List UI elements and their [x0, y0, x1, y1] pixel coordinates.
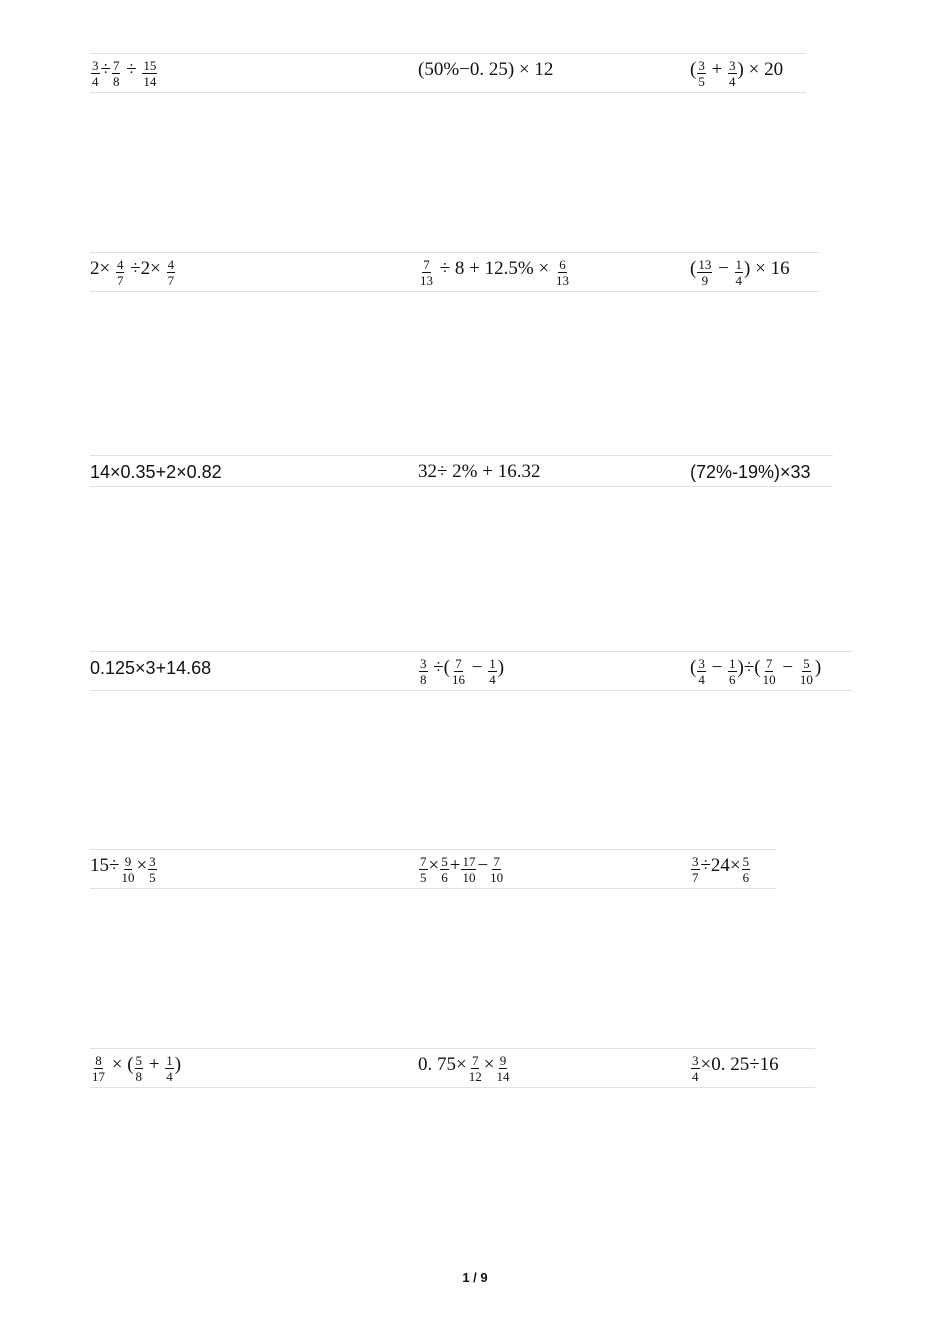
problem-6b: 0. 75× $\frac{7}{12}$ × $\frac{9}{14}$: [418, 1053, 510, 1084]
fraction: $\frac{3}{4}$: [692, 1053, 699, 1084]
fraction: $\frac{17}{10}$: [462, 854, 476, 885]
problem-row-4: [90, 651, 853, 691]
fraction: $\frac{3}{4}$: [92, 58, 99, 89]
fraction: $\frac{3}{7}$: [692, 854, 699, 885]
fraction: $\frac{5}{10}$: [799, 656, 813, 687]
fraction: $\frac{7}{10}$: [490, 854, 504, 885]
problem-row-2: [90, 252, 819, 292]
fraction: $\frac{15}{14}$: [143, 58, 157, 89]
fraction: $\frac{1}{4}$: [166, 1053, 173, 1084]
page-number: 1 / 9: [462, 1270, 488, 1285]
fraction: $\frac{5}{8}$: [135, 1053, 143, 1084]
fraction: $\frac{3}{5}$: [698, 58, 705, 89]
problem-3c: (72%-19%)×33: [690, 462, 811, 482]
problem-row-5: [90, 849, 776, 889]
fraction: $\frac{3}{5}$: [149, 854, 156, 885]
problem-5a: 15÷ $\frac{9}{10}$ × $\frac{3}{5}$: [90, 854, 156, 885]
fraction: $\frac{7}{12}$: [468, 1053, 482, 1084]
problem-1a: $\frac{3}{4}$ ÷ $\frac{7}{8}$ ÷ $\frac{15}{14}$: [92, 58, 157, 89]
fraction: $\frac{1}{6}$: [729, 656, 736, 687]
fraction: $\frac{3}{4}$: [729, 58, 736, 89]
problem-row-1: [90, 53, 806, 93]
fraction: $\frac{7}{10}$: [762, 656, 776, 687]
problem-4c: ( $\frac{3}{4}$ − $\frac{1}{6}$ )÷( $\frac{7}{10}$ − $\frac{5}{10}$ ): [690, 656, 822, 687]
fraction: $\frac{7}{16}$: [452, 656, 466, 687]
fraction: $\frac{6}{13}$: [555, 257, 569, 288]
fraction: $\frac{3}{8}$: [420, 656, 427, 687]
problem-3b: 32÷ 2% + 16.32: [418, 461, 541, 482]
problem-5c: $\frac{3}{7}$ ÷24× $\frac{5}{6}$: [692, 854, 750, 885]
problem-2b: $\frac{7}{13}$ ÷ 8 + 12.5% × $\frac{6}{13}$: [420, 257, 569, 288]
fraction: $\frac{3}{4}$: [698, 656, 705, 687]
problem-4b: $\frac{3}{8}$ ÷( $\frac{7}{16}$ − $\frac{1}{4}$ ): [420, 656, 505, 687]
problem-3a: 14×0.35+2×0.82: [90, 462, 222, 482]
fraction: $\frac{9}{10}$: [121, 854, 135, 885]
fraction: $\frac{5}{6}$: [742, 854, 750, 885]
problem-row-3: [90, 455, 833, 487]
fraction: $\frac{7}{5}$: [420, 854, 427, 885]
problem-6a: $\frac{8}{17}$ × ( $\frac{5}{8}$ + $\frac{1}{4}$ ): [92, 1053, 182, 1084]
problem-4a: 0.125×3+14.68: [90, 658, 212, 678]
problem-1b: (50%−0. 25) × 12: [418, 59, 554, 80]
problem-2c: ( $\frac{13}{9}$ − $\frac{1}{4}$ ) × 16: [690, 257, 790, 288]
problem-row-6: [90, 1048, 815, 1088]
fraction: $\frac{9}{14}$: [496, 1053, 510, 1084]
problem-5b: $\frac{7}{5}$ × $\frac{5}{6}$ + $\frac{17}{10}$ − $\frac{7}{10}$: [420, 854, 504, 885]
fraction: $\frac{1}{4}$: [489, 656, 496, 687]
fraction: $\frac{13}{9}$: [698, 257, 712, 288]
problem-1c: ( $\frac{3}{5}$ + $\frac{3}{4}$ ) × 20: [690, 58, 784, 89]
fraction: $\frac{7}{13}$: [420, 257, 433, 288]
fraction: $\frac{1}{4}$: [735, 257, 743, 288]
problem-6c: $\frac{3}{4}$ ×0. 25÷16: [692, 1053, 779, 1084]
fraction: $\frac{8}{17}$: [92, 1053, 105, 1084]
fraction: $\frac{7}{8}$: [112, 58, 120, 89]
fraction: $\frac{4}{7}$: [116, 257, 124, 288]
problem-2a: 2× $\frac{4}{7}$ ÷2× $\frac{4}{7}$: [90, 257, 175, 288]
fraction: $\frac{5}{6}$: [441, 854, 448, 885]
fraction: $\frac{4}{7}$: [167, 257, 175, 288]
